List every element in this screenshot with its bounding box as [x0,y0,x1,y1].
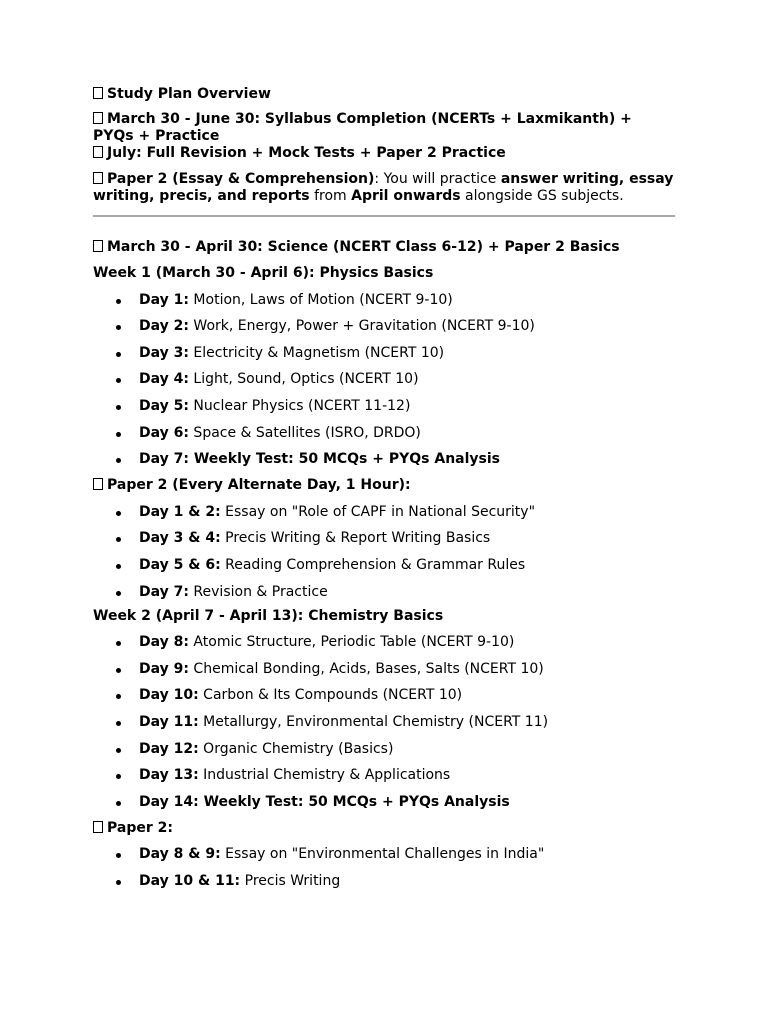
week2-day-list [93,634,675,811]
list-item: Day 14: Weekly Test: 50 MCQs + PYQs Analysis [93,794,675,811]
week1-heading: Week 1 (March 30 - April 6): Physics Basics [93,265,434,281]
missing-glyph-icon [93,240,103,252]
list-item: Day 10: Carbon & Its Compounds (NCERT 10) [93,687,675,704]
horizontal-divider [93,215,675,217]
list-item: Day 6: Space & Satellites (ISRO, DRDO) [93,425,675,442]
missing-glyph-icon [93,112,103,124]
document-page [93,86,675,890]
list-item: Day 12: Organic Chemistry (Basics) [93,741,675,758]
missing-glyph-icon [93,172,103,184]
section-title: March 30 - April 30: Science (NCERT Class 6-12) + Paper 2 Basics [93,239,675,256]
week1-paper2-heading: Paper 2 (Every Alternate Day, 1 Hour): [93,477,675,494]
list-item: Day 1 & 2: Essay on "Role of CAPF in National Security" [93,504,675,521]
list-item: Day 9: Chemical Bonding, Acids, Bases, Salts (NCERT 10) [93,661,675,678]
list-item: Day 2: Work, Energy, Power + Gravitation (NCERT 9-10) [93,318,675,335]
list-item: Day 5: Nuclear Physics (NCERT 11-12) [93,398,675,415]
week2-paper2-list [93,846,675,890]
missing-glyph-icon [93,821,103,833]
missing-glyph-icon [93,87,103,99]
list-item: Day 10 & 11: Precis Writing [93,873,675,890]
week2-heading: Week 2 (April 7 - April 13): Chemistry Basics [93,607,444,624]
paper2-note: Paper 2 (Essay & Comprehension): You will practice answer writing, essay writing, precis, and reports from April onwards alongside GS subjects. [93,171,674,204]
list-item: Day 4: Light, Sound, Optics (NCERT 10) [93,371,675,388]
list-item: Day 8 & 9: Essay on "Environmental Challenges in India" [93,846,675,863]
list-item: Day 5 & 6: Reading Comprehension & Grammar Rules [93,557,675,574]
list-item: Day 3: Electricity & Magnetism (NCERT 10) [93,345,675,362]
list-item: Day 7: Revision & Practice [93,584,675,601]
overview-heading: Study Plan Overview [93,86,675,103]
week1-day-list [93,292,675,469]
missing-glyph-icon [93,146,103,158]
missing-glyph-icon [93,478,103,490]
list-item: Day 3 & 4: Precis Writing & Report Writing Basics [93,530,675,547]
list-item: Day 7: Weekly Test: 50 MCQs + PYQs Analysis [93,451,675,468]
phase2-line: July: Full Revision + Mock Tests + Paper 2 Practice [93,145,675,162]
list-item: Day 1: Motion, Laws of Motion (NCERT 9-10) [93,292,675,309]
list-item: Day 13: Industrial Chemistry & Applications [93,767,675,784]
week2-paper2-heading: Paper 2: [93,820,675,837]
week1-paper2-list [93,504,675,601]
list-item: Day 8: Atomic Structure, Periodic Table (NCERT 9-10) [93,634,675,651]
list-item: Day 11: Metallurgy, Environmental Chemistry (NCERT 11) [93,714,675,731]
phase1-line: March 30 - June 30: Syllabus Completion (NCERTs + Laxmikanth) + PYQs + Practice [93,111,632,144]
